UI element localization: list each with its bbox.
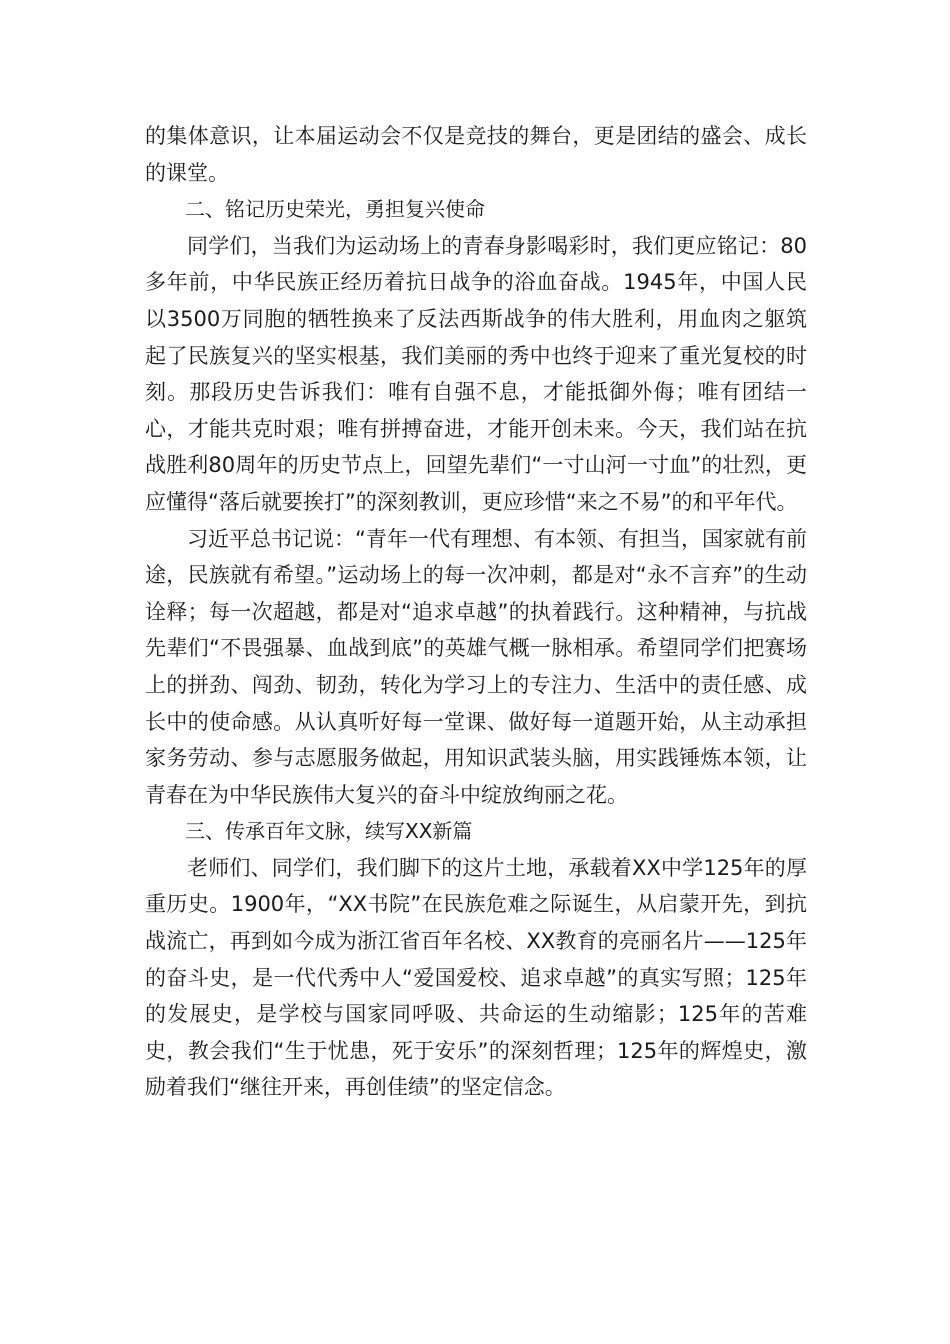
body-paragraph: 习近平总书记说：“青年一代有理想、有本领、有担当，国家就有前途，民族就有希望。”运动场上的每一次冲刺，都是对“永不言弃”的生动诠释；每一次超越，都是对“追求卓越”的执着践行。这种精神，与抗战先辈们“不畏强暴、血战到底”的英雄气概一脉相承。希望同学们把赛场上的拼劲、闯劲、韧劲，转化为学习上的专注力、生活中的责任感、成长中的使命感。从认真听好每一堂课、做好每一道题开始，从主动承担家务劳动、参与志愿服务做起，用知识武装头脑，用实践锤炼本领，让青春在为中华民族伟大复兴的奋斗中绽放绚丽之花。	[145, 526, 807, 807]
section-heading-2: 二、铭记历史荣光，勇担复兴使命	[185, 197, 485, 222]
body-paragraph: 老师们、同学们，我们脚下的这片土地，承载着XX中学125年的厚重历史。1900年，“XX书院”在民族危难之际诞生，从启蒙开先，到抗战流亡，再到如今成为浙江省百年名校、XX教育的亮丽名片——125年的奋斗史，是一代代秀中人“爱国爱校、追求卓越”的真实写照；125年的发展史，是学校与国家同呼吸、共命运的生动缩影；125年的苦难史，教会我们“生于忧患，死于安乐”的深刻哲理；125年的辉煌史，激励着我们“继往开来，再创佳绩”的坚定信念。	[145, 855, 807, 1100]
section-heading-3: 三、传承百年文脉，续写XX新篇	[185, 819, 473, 844]
continuation-paragraph: 的集体意识，让本届运动会不仅是竞技的舞台，更是团结的盛会、成长的课堂。	[145, 124, 807, 185]
body-paragraph: 同学们，当我们为运动场上的青春身影喝彩时，我们更应铭记：80多年前，中华民族正经历着抗日战争的浴血奋战。1945年，中国人民以3500万同胞的牺牲换来了反法西斯战争的伟大胜利，用血肉之躯筑起了民族复兴的坚实根基，我们美丽的秀中也终于迎来了重光复校的时刻。那段历史告诉我们：唯有自强不息，才能抵御外侮；唯有团结一心，才能共克时艰；唯有拼搏奋进，才能开创未来。今天，我们站在抗战胜利80周年的历史节点上，回望先辈们“一寸山河一寸血”的壮烈，更应懂得“落后就要挨打”的深刻教训，更应珍惜“来之不易”的和平年代。	[145, 233, 807, 514]
document-page	[145, 118, 807, 1106]
